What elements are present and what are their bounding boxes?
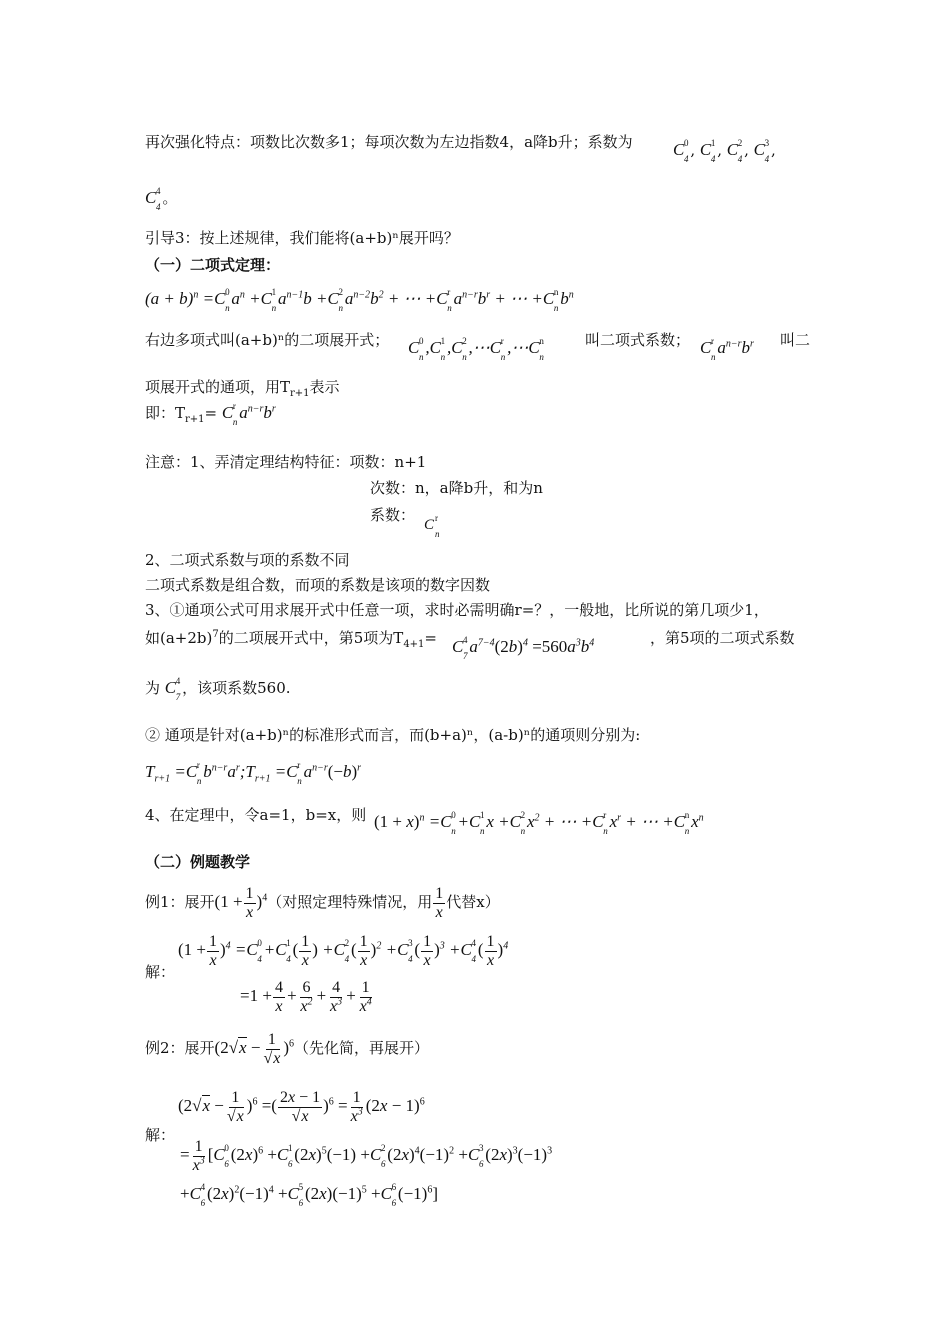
binomial-theorem-formula: $(a + b)^n =C$ 0 n $a^n +C$ 1 n $a^{n-1}b +C$ 2 n $a^{n-2}b^2$ + ⋯ +C r n $a^{n-r}b^r$ + ⋯ +C n n $b^n$: [145, 287, 574, 313]
point-3: 3、①通项公式可用求展开式中任意一项，求时必需明确r=？，一般地，比所说的第几项少1，: [145, 601, 769, 619]
example-1-step-2: =1 + $\frac{4}{x}$ + $\frac{6}{x^2}$ + $\frac{4}{x^3}$ + $\frac{1}{x^4}$: [240, 978, 372, 1015]
coefficient-c44-line: [145, 186, 178, 212]
period: 。: [162, 189, 178, 207]
paragraph-emphasis: [145, 132, 633, 152]
point-4: 4、在定理中，令a=1，b=x，则: [145, 806, 367, 824]
example-2-step-2: = $\frac{1}{x^3}$ [C 0 6 $(2x)^6 +C$ 1 6 $(2x)^5(-1) +C$ 2 6 $(2x)^4(-1)^2 +C$ 3 6 $(2x)^3(-1)^3$: [180, 1137, 553, 1174]
example-2-step-1: (2√x − $\frac{1}{√x}$ )$^6$ =( $\frac{2x - 1}{√x}$ )$^6$ = $\frac{1}{x^3}$ $(2x - 1)^6$: [178, 1088, 425, 1125]
term-label: 叫二: [780, 331, 811, 349]
coef-c43: C 3 4: [753, 138, 770, 164]
coef-c40: C 0 4: [673, 138, 689, 164]
example-2-step-3: +C 4 6 $(2x)^2(-1)^4 +C$ 5 6 $(2x)(-1)^5 +C$ 6 6 $(-1)^6$]: [180, 1182, 439, 1208]
binomial-coefficients-list: C 0 4 , C 1 4 , C 2 4 , C 3 4 ,: [673, 138, 776, 164]
note-term-count: 项数：n+1: [349, 453, 427, 471]
binomial-coefficient-label: 叫二项式系数；: [585, 331, 691, 349]
point-3-note: ② 通项是针对(a+b)ⁿ的标准形式而言，而(b+a)ⁿ，(a-b)ⁿ的通项则分别为:: [145, 726, 641, 744]
fifth-term-coefficient: ，第5项的二项式系数: [650, 629, 795, 647]
coef-c44: C 4 4: [145, 186, 161, 212]
expansion-text: 右边多项式叫(a+b)ⁿ的二项展开式；: [145, 331, 390, 349]
section-heading-binomial-theorem: （一）二项式定理：: [145, 256, 281, 274]
point-3-conclusion: 为 C 4 7 ，该项系数560.: [145, 676, 291, 702]
alternate-general-terms: $T_{r+1} =C$ r n $b^{n-r}a^r;T_{r+1} =C$ r n $a^{n-r}(-b)^r$: [145, 760, 362, 786]
note-degree: 次数：n，a降b升，和为n: [370, 479, 543, 497]
point-3-example: 如$(a+2b)^7$的二项展开式中，第5项为$T_{4+1}=$: [145, 629, 437, 650]
emphasis-text: 再次强化特点：项数比次数多1；每项次数为左边指数4，a降b升；系数为: [145, 133, 633, 151]
general-term-expression: C r n $a^{n-r}b^r$: [700, 336, 754, 362]
coef-c41: C 1 4: [699, 138, 716, 164]
example-1: 例1：展开(1 + $\frac{1}{x}$ )$^4$（对照定理特殊情况，用 $\frac{1}{x}$ 代替x）: [145, 884, 500, 921]
fifth-term-formula: C 4 7 $a^{7-4}(2b)^4 =560a^3b^4$: [452, 635, 595, 661]
general-term-formula: 即：$T_{r+1}= C$ r n $a^{n-r}b^r$: [145, 401, 276, 427]
point-2: 2、二项式系数与项的系数不同: [145, 551, 350, 569]
special-case-formula: $(1 + x)^n =C$ 0 n +C 1 n x +C 2 n $x^2$ + ⋯ +C r n $x^r$ + ⋯ +C n n $x^n$: [374, 810, 704, 836]
solution-label-2: 解：: [145, 1126, 176, 1144]
solution-label-1: 解：: [145, 963, 176, 981]
coefficients-sequence: C 0 n ,C 1 n ,C 2 n ,⋯C r n ,⋯C n n: [408, 336, 544, 362]
coef-c42: C 2 4: [726, 138, 743, 164]
section-heading-examples: （二）例题教学: [145, 853, 251, 871]
expansion-description: [145, 330, 389, 350]
example-2: 例2：展开(2√x − $\frac{1}{√x}$ )$^6$（先化简，再展开）: [145, 1030, 430, 1067]
guide-3: 引导3：按上述规律，我们能将(a+b)ⁿ展开吗？: [145, 229, 459, 247]
coef-crn: C r n: [424, 513, 440, 539]
note-coefficient: 系数：: [370, 506, 416, 524]
point-2-detail: 二项式系数是组合数，而项的系数是该项的数字因数: [145, 576, 491, 594]
general-term-description: 项展开式的通项，用$T_{r+1}$表示: [145, 378, 340, 399]
note-structure: 注意：1、弄清定理结构特征：项数：n+1: [145, 453, 427, 471]
example-1-step-1: (1 + $\frac{1}{x}$ )$^4$ =C 0 4 +C 1 4 ( $\frac{1}{x}$ ) +C 2 4 ( $\frac{1}{x}$ )$^2$ +C 3 4 ( $\frac{1}{x}$ )$^3$ +C 4 4 ( $\frac{1}{x}$ )$^4$: [178, 932, 509, 969]
